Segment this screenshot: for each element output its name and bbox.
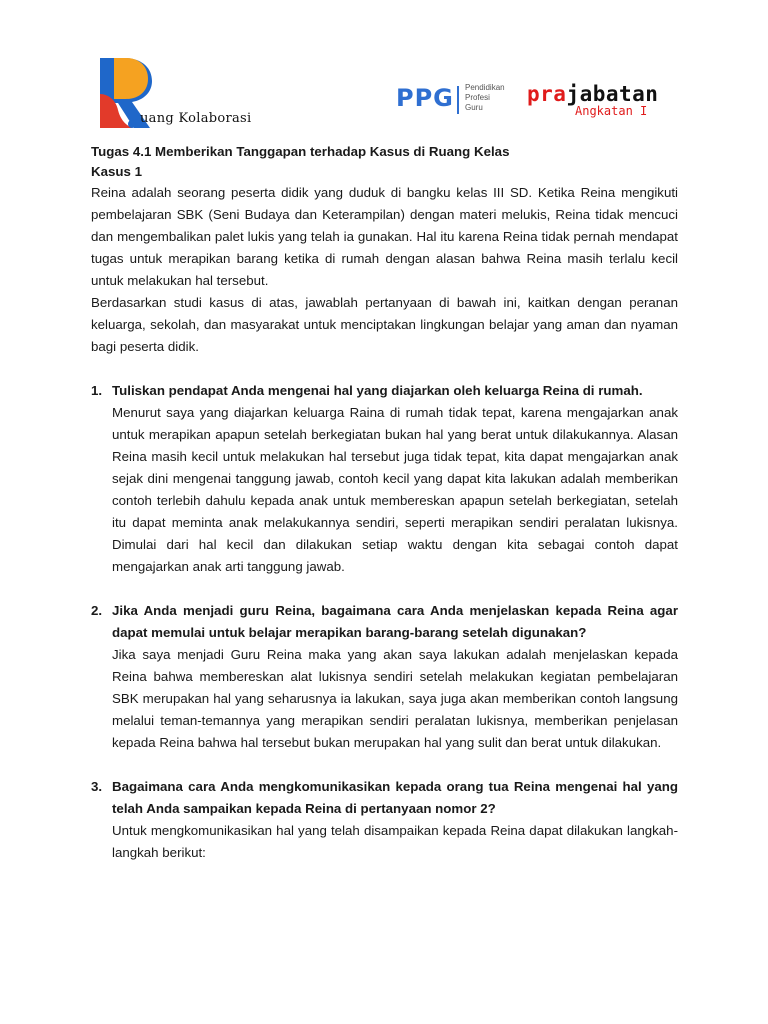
question-number: 2. (91, 603, 103, 618)
prajabatan-logo (527, 82, 677, 122)
instruction-text: Berdasarkan studi kasus di atas, jawablah pertanyaan di bawah ini, kaitkan dengan peranan keluarga, sekolah, dan masyarakat untuk menciptakan lingkungan belajar yang aman dan nyaman bagi peserta didik. (91, 295, 678, 354)
case-label: Kasus 1 (91, 164, 142, 179)
prajabatan-part1: pra (527, 82, 567, 106)
ppg-logo (396, 82, 516, 122)
ppg-sub-line: Profesi (465, 93, 490, 102)
ppg-subtitle (465, 83, 505, 113)
question-item (91, 776, 678, 864)
ppg-sub-line: Guru (465, 103, 483, 112)
question-item (91, 380, 678, 578)
answer-text: Untuk mengkomunikasikan hal yang telah disampaikan kepada Reina dapat dilakukan langkah-langkah berikut: (112, 823, 678, 860)
answer-text: Jika saya menjadi Guru Reina maka yang akan saya lakukan adalah menjelaskan kepada Reina bahwa membereskan alat lukisnya sendiri setelah melakukan kegiatan pembelajaran SBK merupakan hal yang seharusnya ia lakukan, saya juga akan memberikan contoh langsung melalui teman-temannya yang merapikan sendiri peralatan lukisnya, memberikan penjelasan kepada Reina bahwa hal tersebut bukan merupakan hal yang sulit dan berat untuk dilakukan. (112, 647, 678, 750)
question-number: 1. (91, 383, 103, 398)
ppg-divider (457, 86, 459, 114)
question-number: 3. (91, 779, 103, 794)
case-text: Reina adalah seorang peserta didik yang duduk di bangku kelas III SD. Ketika Reina mengikuti pembelajaran SBK (Seni Budaya dan Keterampilan) dengan materi melukis, Reina tidak mencuci dan mengembalikan palet lukis yang telah ia gunakan. Hal itu karena Reina tidak pernah mendapat tugas untuk merapikan barang ketika di rumah dengan alasan bahwa Reina masih terlalu kecil untuk melakukan hal tersebut. (91, 185, 678, 288)
answer-text: Menurut saya yang diajarkan keluarga Raina di rumah tidak tepat, karena mengajarkan anak untuk merapikan apapun setelah berkegiatan bukan hal yang berat untuk dilakukannya. Alasan Reina masih kecil untuk melakukan hal tersebut juga tidak tepat, kita dapat mengajarkan anak sejak dini mengenai tanggung jawab, contoh kecil yang dapat kita lakukan adalah memberikan contoh terlebih dahulu kepada anak untuk membereskan apapun setelah berkegiatan, setelah itu dapat meminta anak melakukannya sendiri, seperti merapikan sendiri peralatan lukisnya. Dimulai dari hal kecil dan dilakukan setiap waktu dengan kita sebagai contoh dapat mengajarkan anak arti tanggung jawab. (112, 405, 678, 574)
spacer (91, 754, 678, 776)
question-text: Tuliskan pendapat Anda mengenai hal yang diajarkan oleh keluarga Reina di rumah. (112, 383, 643, 398)
ppg-sub-line: Pendidikan (465, 83, 505, 92)
ruang-kolaborasi-logo (98, 54, 288, 130)
logo-left-text: uang Kolaborasi (140, 111, 252, 126)
question-item (91, 600, 678, 754)
prajabatan-wordmark (527, 82, 658, 106)
document-title: Tugas 4.1 Memberikan Tanggapan terhadap Kasus di Ruang Kelas (91, 144, 510, 159)
prajabatan-subtitle: Angkatan I (575, 104, 648, 118)
question-text: Jika Anda menjadi guru Reina, bagaimana cara Anda menjelaskan kepada Reina agar dapat memulai untuk belajar merapikan barang-barang setelah digunakan? (112, 603, 678, 640)
question-text: Bagaimana cara Anda mengkomunikasikan kepada orang tua Reina mengenai hal yang telah Anda sampaikan kepada Reina di pertanyaan nomor 2? (112, 779, 678, 816)
spacer (91, 578, 678, 600)
document-body (91, 142, 678, 864)
spacer (91, 358, 678, 380)
ppg-mark: PPG (396, 84, 454, 112)
prajabatan-part2: jabatan (566, 82, 659, 106)
